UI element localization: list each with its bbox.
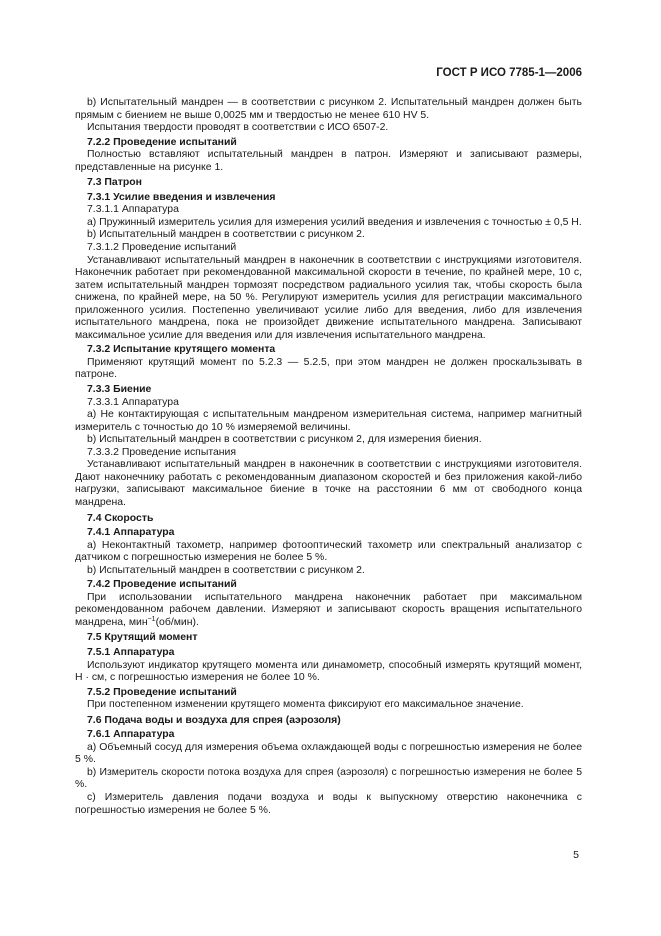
paragraph: а) Не контактирующая с испытательным мандреном измерительная система, например магнитный измеритель с точностью до 10 % измеряемой величины. [75, 409, 582, 433]
paragraph: При использовании испытательного мандрена наконечник работает при максимальном рекомендованном рабочем давлении. Измеряют и записывают скорость вращения испытательного мандрена, мин$^{-1}$(об/мин). [75, 591, 582, 628]
paragraph: с) Измеритель давления подачи воздуха и воды к выпускному отверстию наконечника с погрешностью измерения не более 5 %. [75, 791, 582, 816]
section-heading: 7.4 Скорость [87, 512, 154, 524]
paragraph: 7.3.1.2 Проведение испытаний [87, 242, 237, 254]
paragraph: При постепенном изменении крутящего момента фиксируют его максимальное значение. [87, 699, 524, 711]
unit-superscript: −1 [147, 615, 156, 623]
section-heading: 7.6 Подача воды и воздуха для спрея (аэрозоля) [87, 714, 341, 726]
paragraph: 7.3.3.1 Аппаратура [87, 396, 179, 408]
paragraph: b) Испытательный мандрен в соответствии с рисунком 2. [87, 229, 365, 241]
document-page [75, 67, 582, 817]
paragraph: 7.3.1.1 Аппаратура [87, 204, 179, 216]
document-body [75, 97, 582, 817]
paragraph: а) Объемный сосуд для измерения объема охлаждающей воды с погрешностью измерения не более 5 %. [75, 741, 582, 766]
page-number: 5 [573, 849, 579, 861]
section-heading: 7.2.2 Проведение испытаний [87, 136, 237, 148]
section-heading: 7.4.2 Проведение испытаний [87, 579, 237, 591]
paragraph: а) Пружинный измеритель усилия для измерения усилий введения и извлечения с точностью ± 0,5 Н. [87, 216, 582, 228]
section-heading: 7.3.2 Испытание крутящего момента [87, 344, 276, 356]
paragraph: Применяют крутящий момент по 5.2.3 — 5.2.5, при этом мандрен не должен проскальзывать в патроне. [75, 356, 582, 381]
section-heading: 7.5.2 Проведение испытаний [87, 686, 237, 698]
paragraph: b) Испытательный мандрен в соответствии с рисунком 2. [87, 564, 365, 576]
section-heading: 7.3.3 Биение [87, 384, 152, 396]
section-heading: 7.6.1 Аппаратура [87, 729, 175, 741]
paragraph: b) Испытательный мандрен в соответствии с рисунком 2, для измерения биения. [87, 434, 482, 446]
paragraph: b) Измеритель скорости потока воздуха для спрея (аэрозоля) с погрешностью измерения не более 5 %. [75, 766, 582, 791]
paragraph: Устанавливают испытательный мандрен в наконечник в соответствии с инструкциями изготовителя. Наконечник работает при рекомендованной максимальной скорости в течение, по крайней мере, 10 с, затем испытательный мандрен тормозят посредством радиального усилия так, чтобы скорость была снижена, по крайней мере, на 50 %. Регулируют измеритель усилия для регистрации максимального приложенного усилия. Постепенно увеличивают усилие либо для введения, либо для извлечения испытательного мандрена, пока не произойдет движение испытательного мандрена. Записывают максимальное усилие для введения или для извлечения испытательного мандрена. [75, 254, 582, 341]
paragraph: 7.3.3.2 Проведение испытания [87, 446, 237, 458]
paragraph: Устанавливают испытательный мандрен в наконечник в соответствии с инструкциями изготовителя. Дают наконечнику работать с рекомендованным диапазоном скоростей и без приложения какой-либо нагрузки, записывают максимальное биение в точке на расстоянии 6 мм от свободного конца мандрена. [75, 459, 582, 508]
section-heading: 7.5.1 Аппаратура [87, 646, 175, 658]
paragraph: Испытания твердости проводят в соответствии с ИСО 6507-2. [87, 122, 389, 134]
section-heading: 7.4.1 Аппаратура [87, 527, 175, 539]
document-code-header: ГОСТ Р ИСО 7785-1—2006 [436, 67, 582, 79]
section-heading: 7.5 Крутящий момент [87, 632, 198, 644]
paragraph: Полностью вставляют испытательный мандрен в патрон. Измеряют и записывают размеры, представленные на рисунке 1. [75, 149, 582, 173]
paragraph: а) Неконтактный тахометр, например фотооптический тахометр или спектральный анализатор с датчиком с погрешностью измерения не более 5 %. [75, 539, 582, 564]
paragraph: Используют индикатор крутящего момента или динамометр, способный измерять крутящий момент, Н · см, с погрешностью измерения не более 10 %. [75, 659, 582, 684]
section-heading: 7.3 Патрон [87, 177, 142, 189]
paragraph: b) Испытательный мандрен — в соответствии с рисунком 2. Испытательный мандрен должен быть прямым с биением не выше 0,0025 мм и твердостью не менее 610 HV 5. [75, 97, 582, 121]
section-heading: 7.3.1 Усилие введения и извлечения [87, 191, 276, 203]
